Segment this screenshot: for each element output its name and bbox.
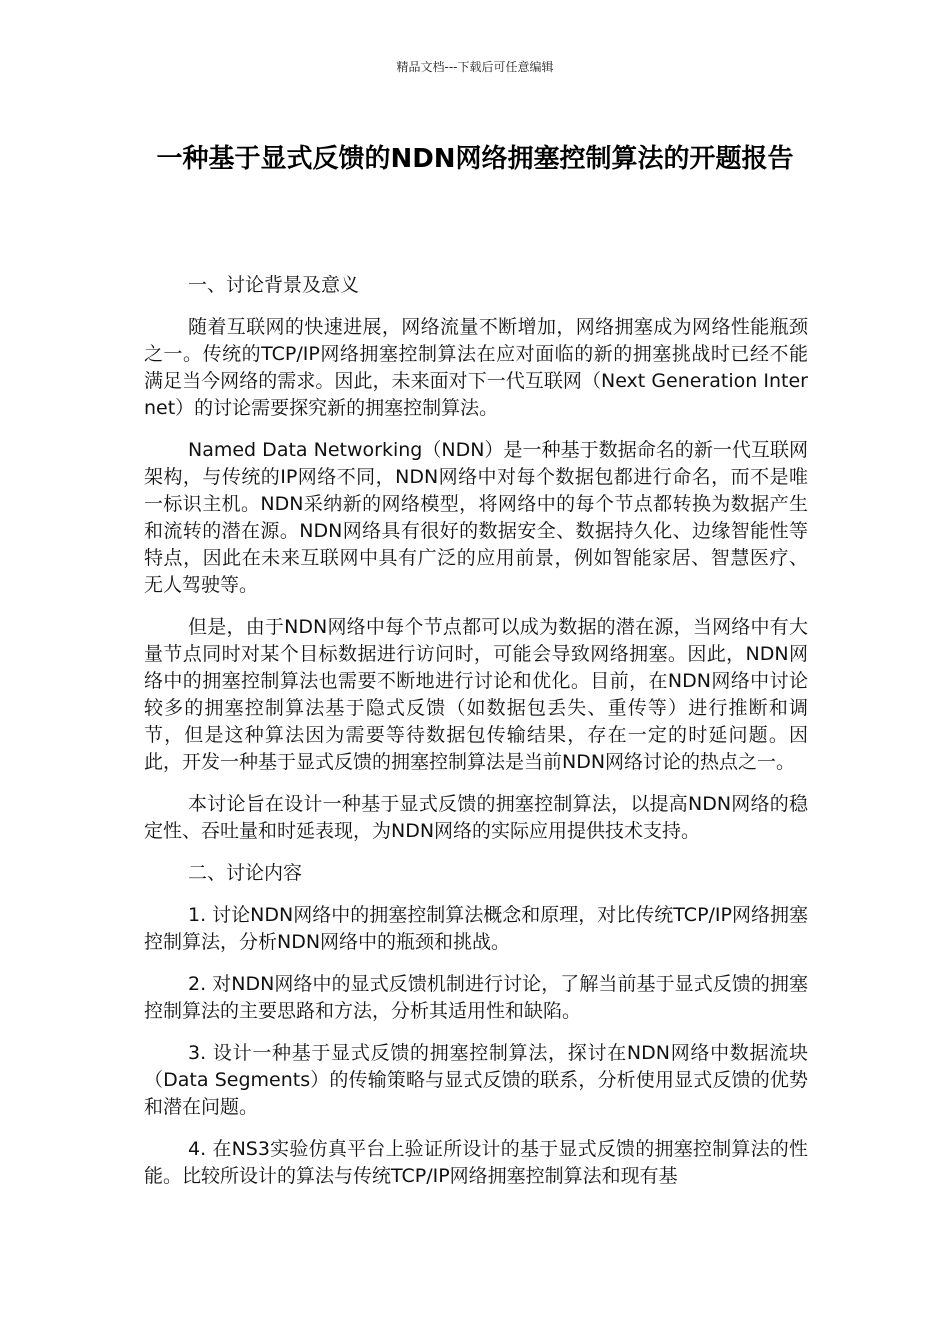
paragraph: 本讨论旨在设计一种基于显式反馈的拥塞控制算法，以提高NDN网络的稳定性、吞吐量和时延表现，为NDN网络的实际应用提供技术支持。	[144, 793, 808, 842]
section-content	[144, 860, 808, 1190]
list-item: 2. 对NDN网络中的显式反馈机制进行讨论，了解当前基于显式反馈的拥塞控制算法的主要思路和方法，分析其适用性和缺陷。	[144, 973, 808, 1022]
paragraph: Named Data Networking（NDN）是一种基于数据命名的新一代互联网架构，与传统的IP网络不同，NDN网络中对每个数据包都进行命名，而不是唯一标识主机。NDN采纳新的网络模型，将网络中的每个节点都转换为数据产生和流转的潜在源。NDN网络具有很好的数据安全、数据持久化、边缘智能性等特点，因此在未来互联网中具有广泛的应用前景，例如智能家居、智慧医疗、无人驾驶等。	[144, 439, 808, 596]
list-item: 1. 讨论NDN网络中的拥塞控制算法概念和原理，对比传统TCP/IP网络拥塞控制算法，分析NDN网络中的瓶颈和挑战。	[144, 904, 808, 953]
paragraph: 随着互联网的快速进展，网络流量不断增加，网络拥塞成为网络性能瓶颈之一。传统的TCP/IP网络拥塞控制算法在应对面临的新的拥塞挑战时已经不能满足当今网络的需求。因此，未来面对下一代互联网（Next Generation Internet）的讨论需要探究新的拥塞控制算法。	[144, 316, 808, 419]
section-heading: 一、讨论背景及意义	[188, 274, 360, 296]
header-note: 精品文档---下载后可任意编辑	[396, 60, 554, 74]
list-item: 3. 设计一种基于显式反馈的拥塞控制算法，探讨在NDN网络中数据流块（Data Segments）的传输策略与显式反馈的联系，分析使用显式反馈的优势和潜在问题。	[144, 1042, 808, 1118]
section-heading: 二、讨论内容	[188, 862, 303, 884]
page-title: 一种基于显式反馈的NDN网络拥塞控制算法的开题报告	[156, 144, 794, 174]
section-background	[144, 272, 808, 845]
document-body	[144, 272, 808, 1205]
paragraph: 但是，由于NDN网络中每个节点都可以成为数据的潜在源，当网络中有大量节点同时对某个目标数据进行访问时，可能会导致网络拥塞。因此，NDN网络中的拥塞控制算法也需要不断地进行讨论和优化。目前，在NDN网络中讨论较多的拥塞控制算法基于隐式反馈（如数据包丢失、重传等）进行推断和调节，但是这种算法因为需要等待数据包传输结果，存在一定的时延问题。因此，开发一种基于显式反馈的拥塞控制算法是当前NDN网络讨论的热点之一。	[144, 616, 808, 773]
list-item: 4. 在NS3实验仿真平台上验证所设计的基于显式反馈的拥塞控制算法的性能。比较所设计的算法与传统TCP/IP网络拥塞控制算法和现有基	[144, 1138, 808, 1187]
